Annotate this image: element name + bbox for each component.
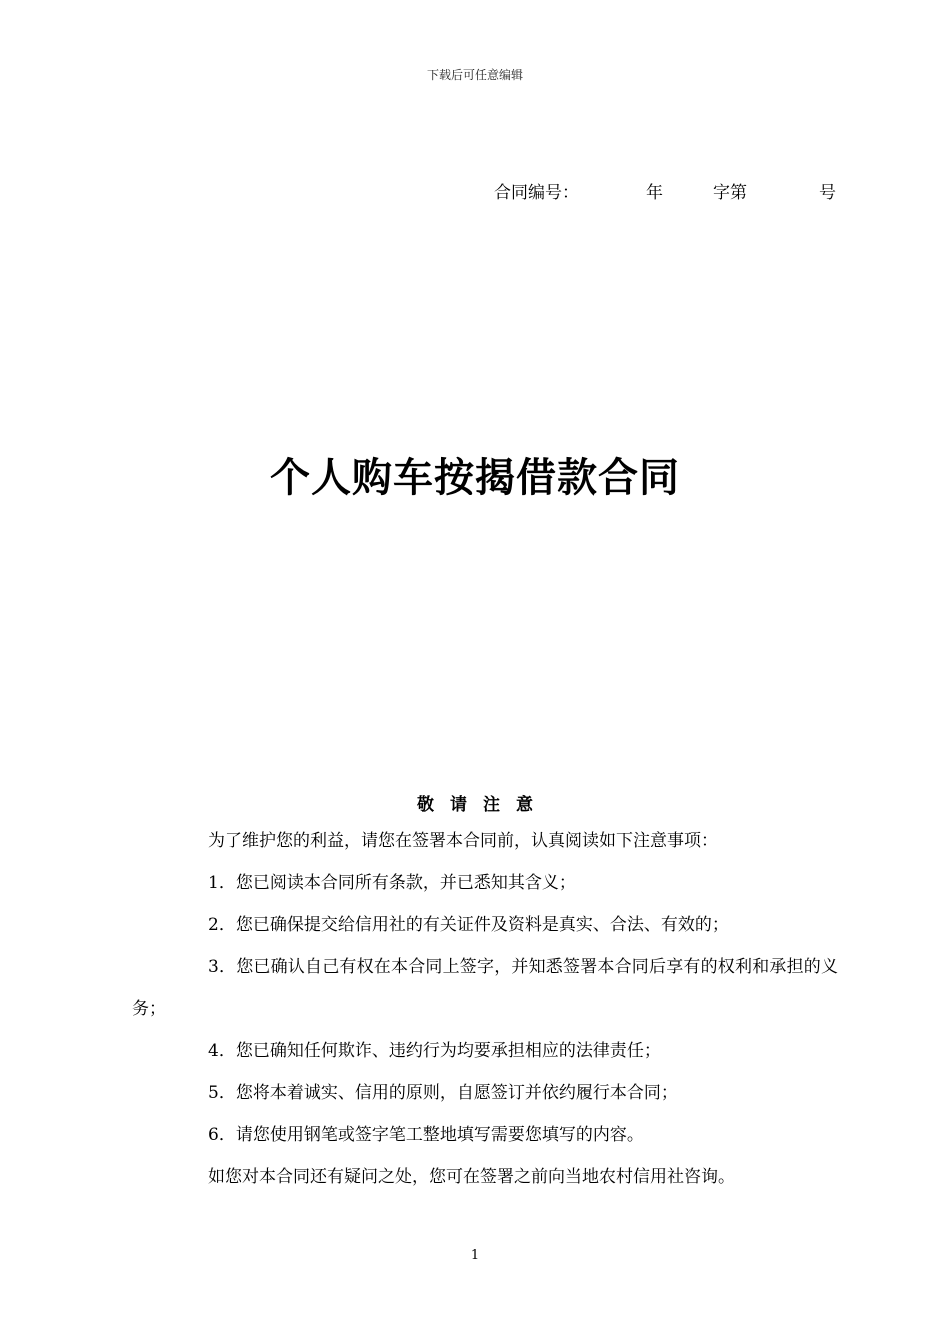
notice-paragraph: 如您对本合同还有疑问之处，您可在签署之前向当地农村信用社咨询。 xyxy=(208,1167,735,1187)
contract-title: 个人购车按揭借款合同 xyxy=(270,455,680,501)
notice-paragraph: 4．您已确知任何欺诈、违约行为均要承担相应的法律责任； xyxy=(208,1041,661,1061)
notice-paragraph: 5．您将本着诚实、信用的原则，自愿签订并依约履行本合同； xyxy=(208,1083,678,1103)
contract-number-prefix: 字第 xyxy=(713,183,747,203)
notice-heading: 敬请注意 xyxy=(417,795,549,815)
contract-number-year: 年 xyxy=(646,183,663,203)
notice-paragraph: 6．请您使用钢笔或签字笔工整地填写需要您填写的内容。 xyxy=(208,1125,644,1145)
contract-number-suffix: 号 xyxy=(819,183,836,203)
notice-paragraph: 3．您已确认自己有权在本合同上签字，并知悉签署本合同后享有的权利和承担的义务； xyxy=(132,957,838,1019)
header-note: 下载后可任意编辑 xyxy=(426,68,523,82)
contract-number-label: 合同编号： xyxy=(494,183,579,203)
page-number: 1 xyxy=(470,1248,480,1263)
notice-paragraph: 为了维护您的利益，请您在签署本合同前，认真阅读如下注意事项： xyxy=(208,831,718,851)
notice-paragraph: 1．您已阅读本合同所有条款，并已悉知其含义； xyxy=(208,873,576,893)
notice-body xyxy=(132,820,838,1198)
notice-paragraph: 2．您已确保提交给信用社的有关证件及资料是真实、合法、有效的； xyxy=(208,915,729,935)
